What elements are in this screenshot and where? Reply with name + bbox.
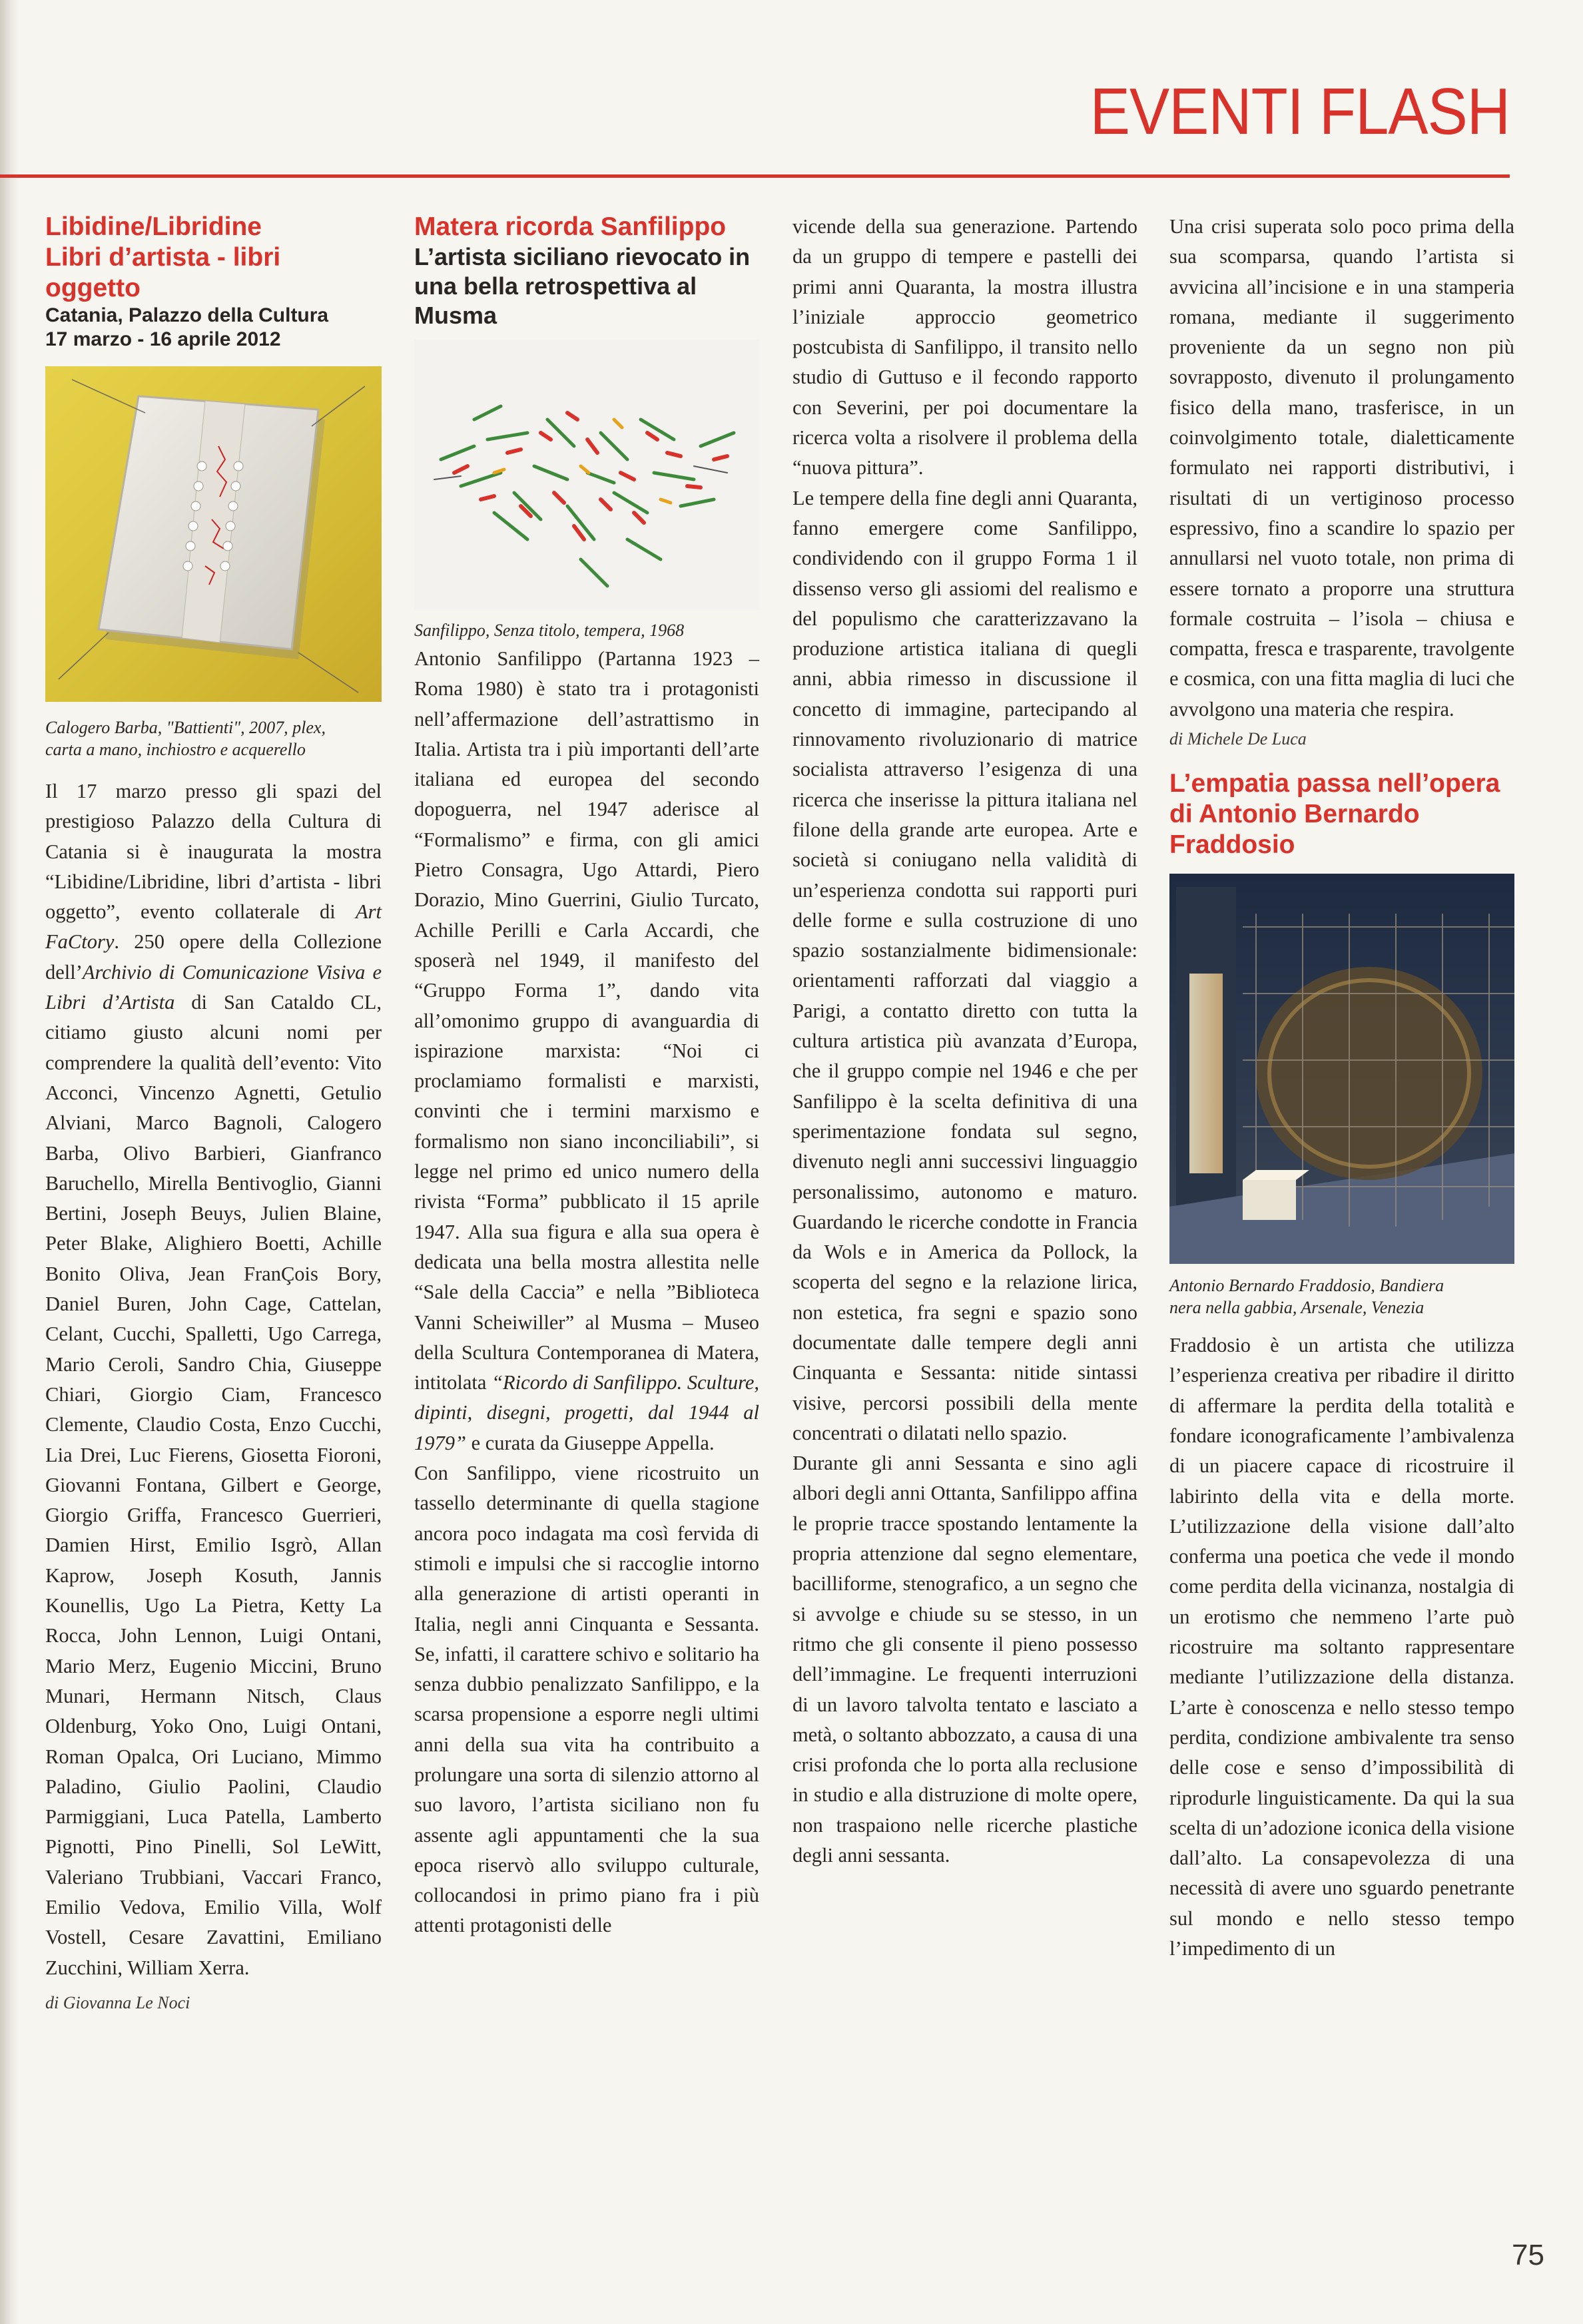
- artist-book-photo: [45, 366, 382, 702]
- header-rule: [0, 174, 1510, 178]
- column-4: [1169, 212, 1514, 1964]
- page-binding-shadow: [0, 0, 19, 2324]
- page-number: 75: [1512, 2239, 1544, 2271]
- article2-body-2: Con Sanfilippo, viene ricostruito un tassello determinante di quella stagione ancora poco indagata ma così fervida di stimoli e impulsi che si raccoglie intorno alla generazione di artisti operanti in Italia, negli anni Cinquanta e Sessanta. Se, infatti, il carattere schivo e solitario ha senza dubbio penalizzato Sanfilippo, e la scarsa propensione a esporre negli ultimi anni della sua vita ha contribuito a prolungare una sorta di silenzio attorno al suo lavoro, l’artista siciliano non fu assente agli appuntamenti che la sua epoca riservò allo sviluppo culturale, collocandosi in primo piano fra i più attenti protagonisti delle: [414, 1462, 759, 1937]
- article1-location: Catania, Palazzo della Cultura: [45, 304, 329, 326]
- article3-caption-line1: Antonio Bernardo Fraddosio, Bandiera: [1169, 1276, 1444, 1296]
- column4-body: Una crisi superata solo poco prima della sua scomparsa, quando l’artista si avvicina all’incisione e in una stamperia romana, mediante il suggerimento proveniente da un segno non più sovrapposto, divenuto il prolungamento fisico della mano, trasferisce, in un coinvolgimento totale, dialetticamente formulato nei rapporti distributivi, i risultati di un vertiginoso processo espressivo, fino a scandire lo spazio per annullarsi nel vuoto totale, non prima di essere tornato a proporre una struttura formale costruita – l’isola – chiusa e compatta, fresca e trasparente, travolgente e cosmica, con una fitta maglia di luci che avvolgono una materia che respira.: [1169, 215, 1514, 721]
- art-factory-name: Art FaCtory: [45, 900, 382, 954]
- article3-image: [1169, 874, 1514, 1264]
- article1-signature: di Giovanna Le Noci: [45, 1992, 190, 2012]
- article1-dates: 17 marzo - 16 aprile 2012: [45, 328, 281, 350]
- tempera-painting-photo: [414, 340, 759, 610]
- article2-image: [414, 340, 759, 610]
- column-1: [45, 212, 382, 2015]
- article1-caption-line1: Calogero Barba, "Battienti", 2007, plex,: [45, 718, 326, 737]
- column3-body-2: Le tempere della fine degli anni Quaranta, fanno emergere come Sanfilippo, condividendo con il gruppo Forma 1 il dissenso verso gli assiomi del realismo e del populismo che caratterizzavano la produzione artistica italiana di quegli anni, abbia rimesso in discussione il concetto di immagine, partecipando al rinnovamento rivoluzionario di matrice socialista attraverso l’esigenza di una ricerca che inserisse la pittura italiana nel filone della grande arte europea. Arte e società si coniugano nella validità di un’esperienza condotta sui rapporti puri delle forme e sulla costruzione di uno spazio sostanzialmente bidimensionale: orientamenti rafforzati dal viaggio a Parigi, a contatto diretto con tutta la cultura artistica più avanzata d’Europa, che il gruppo compie nel 1946 e che per Sanfilippo è la scelta definitiva di una sperimentazione fondata sul segno, divenuto negli anni successivi linguaggio personalissimo, autonomo e maturo. Guardando le ricerche condotte in Francia da Wols e in America da Pollock, la scoperta del segno e la relazione lirica, non estetica, fra segni e spazio sono documentate dalle tempere degli anni Cinquanta e Sessanta: nitide sintassi visive, percorsi possibili della mente concentrati o dilatati nello spazio.: [792, 486, 1137, 1444]
- column-3: [792, 212, 1137, 1871]
- column3-body-1: vicende della sua generazione. Partendo da un gruppo di tempere e pastelli dei primi anni Quaranta, la mostra illustra l’iniziale approccio geometrico postcubista di Sanfilippo, il transito nello studio di Guttuso e il fecondo rapporto con Severini, per poi documentare la ricerca volta a risolvere il problema della “nuova pittura”.: [792, 215, 1137, 479]
- exhibition-title: “Ricordo di Sanfilippo. Sculture, dipinti, disegni, progetti, dal 1944 al 1979”: [414, 1371, 759, 1454]
- installation-photo: [1169, 874, 1514, 1264]
- article3-body: Fraddosio è un artista che utilizza l’esperienza creativa per ribadire il diritto di affermare la perdita della totalità e fondare iconograficamente l’ambivalenza di un piacere capace di ricostruire il labirinto della vita e della morte. L’utilizzazione della visione dall’alto conferma una poetica che vede il mondo come perdita della vicinanza, nostalgia di un erotismo che nemmeno l’arte può ricostruire ma soltanto rappresentare mediante l’utilizzazione della distanza. L’arte è conoscenza e nello stesso tempo perdita, condizione ambivalente tra senso delle cose e senso d’impossibilità di riprodurle linguisticamente. Da qui la sua scelta di un’adozione iconica della visione dall’alto. La consapevolezza di una necessità di avere uno sguardo penetrante sul mondo e nello stesso tempo l’impedimento di un: [1169, 1334, 1514, 1960]
- article1-image: [45, 366, 382, 702]
- archivio-name: Archivio di Comunicazione Visiva e Libri d’Artista: [45, 960, 382, 1014]
- article1-title-line1: Libidine/Libridine: [45, 212, 262, 241]
- section-title: EVENTI FLASH: [1090, 75, 1510, 148]
- article1-body: Il 17 marzo presso gli spazi del prestigioso Palazzo della Cultura di Catania si è inaugurata la mostra “Libidine/Libridine, libri d’artista - libri oggetto”, evento collaterale di Art FaCtory. 250 opere della Collezione dell’Archivio di Comunicazione Visiva e Libri d’Artista di San Cataldo CL, citiamo giusto alcuni nomi per comprendere la qualità dell’evento: Vito Acconci, Vincenzo Agnetti, Getulio Alviani, Marco Bagnoli, Calogero Barba, Olivo Barbieri, Gianfranco Baruchello, Mirella Bentivoglio, Gianni Bertini, Joseph Beuys, Julien Blaine, Peter Blake, Alighiero Boetti, Achille Bonito Oliva, Jean FranÇois Bory, Daniel Buren, John Cage, Cattelan, Celant, Cucchi, Spalletti, Ugo Carrega, Mario Ceroli, Sandro Chia, Giuseppe Chiari, Giorgio Ciam, Francesco Clemente, Claudio Costa, Enzo Cucchi, Lia Drei, Luc Fierens, Giosetta Fioroni, Giovanni Fontana, Gilbert e George, Giorgio Griffa, Francesco Guerrieri, Damien Hirst, Emilio Isgrò, Allan Kaprow, Joseph Kosuth, Jannis Kounellis, Ugo La Pietra, Ketty La Rocca, John Lennon, Luigi Ontani, Mario Merz, Eugenio Miccini, Bruno Munari, Hermann Nitsch, Claus Oldenburg, Yoko Ono, Luigi Ontani, Roman Opalca, Ori Luciano, Mimmo Paladino, Giulio Paolini, Claudio Parmiggiani, Luca Patella, Lamberto Pignotti, Pino Pinelli, Sol LeWitt, Valeriano Trubbiani, Vaccari Franco, Emilio Vedova, Emilio Villa, Wolf Vostell, Cesare Zavattini, Emiliano Zucchini, William Xerra.: [45, 780, 382, 1979]
- article2-title: Matera ricorda Sanfilippo: [414, 212, 727, 241]
- article2-body-1: Antonio Sanfilippo (Partanna 1923 – Roma 1980) è stato tra i protagonisti nell’affermazione dell’astrattismo in Italia. Artista tra i più importanti dell’arte italiana ed europea del secondo dopoguerra, nel 1947 aderisce al “Formalismo” e firma, con gli amici Pietro Consagra, Ugo Attardi, Piero Dorazio, Mino Guerrini, Giulio Turcato, Achille Perilli e Carla Accardi, che sposerà nel 1949, il manifesto del “Gruppo Forma 1”, dando vita all’omonimo gruppo di avanguardia di ispirazione marxista: “Noi ci proclamiamo formalisti e marxisti, convinti che i termini marxismo e formalismo non siano inconciliabili”, si legge nel primo ed unico numero della rivista “Forma” pubblicato il 15 aprile 1947. Alla sua figura e alla sua opera è dedicata una bella mostra allestita nelle “Sale della Caccia” e nella ”Biblioteca Vanni Scheiwiller” al Musma – Museo della Scultura Contemporanea di Matera, intitolata “Ricordo di Sanfilippo. Sculture, dipinti, disegni, progetti, dal 1944 al 1979” e curata da Giuseppe Appella.: [414, 647, 759, 1454]
- article1-caption-line2: carta a mano, inchiostro e acquerello: [45, 740, 306, 759]
- article2-caption: Sanfilippo, Senza titolo, tempera, 1968: [414, 621, 685, 640]
- column3-body-3: Durante gli anni Sessanta e sino agli albori degli anni Ottanta, Sanfilippo affina le proprie tracce spostando lentamente la propria attenzione dal segno elementare, bacilliforme, stenografico, a un segno che si avvolge e chiude su se stesso, in un ritmo che gli consente il pieno possesso dell’immagine. Le frequenti interruzioni di un lavoro talvolta tentato e lasciato a metà, o soltanto abbozzato, a causa di una crisi profonda che lo porta alla reclusione in studio e alla distruzione di molte opere, non traspaiono nelle ricerche plastiche degli anni sessanta.: [792, 1452, 1137, 1867]
- article3-title: L’empatia passa nell’opera di Antonio Bernardo Fraddosio: [1169, 769, 1500, 860]
- article3-caption-line2: nera nella gabbia, Arsenale, Venezia: [1169, 1298, 1425, 1318]
- article2-signature: di Michele De Luca: [1169, 729, 1307, 749]
- article2-subtitle: L’artista siciliano rievocato in una bella retrospettiva al Musma: [414, 243, 751, 329]
- article1-title-line2: Libri d’artista - libri oggetto: [45, 243, 281, 302]
- column-2: [414, 212, 759, 1941]
